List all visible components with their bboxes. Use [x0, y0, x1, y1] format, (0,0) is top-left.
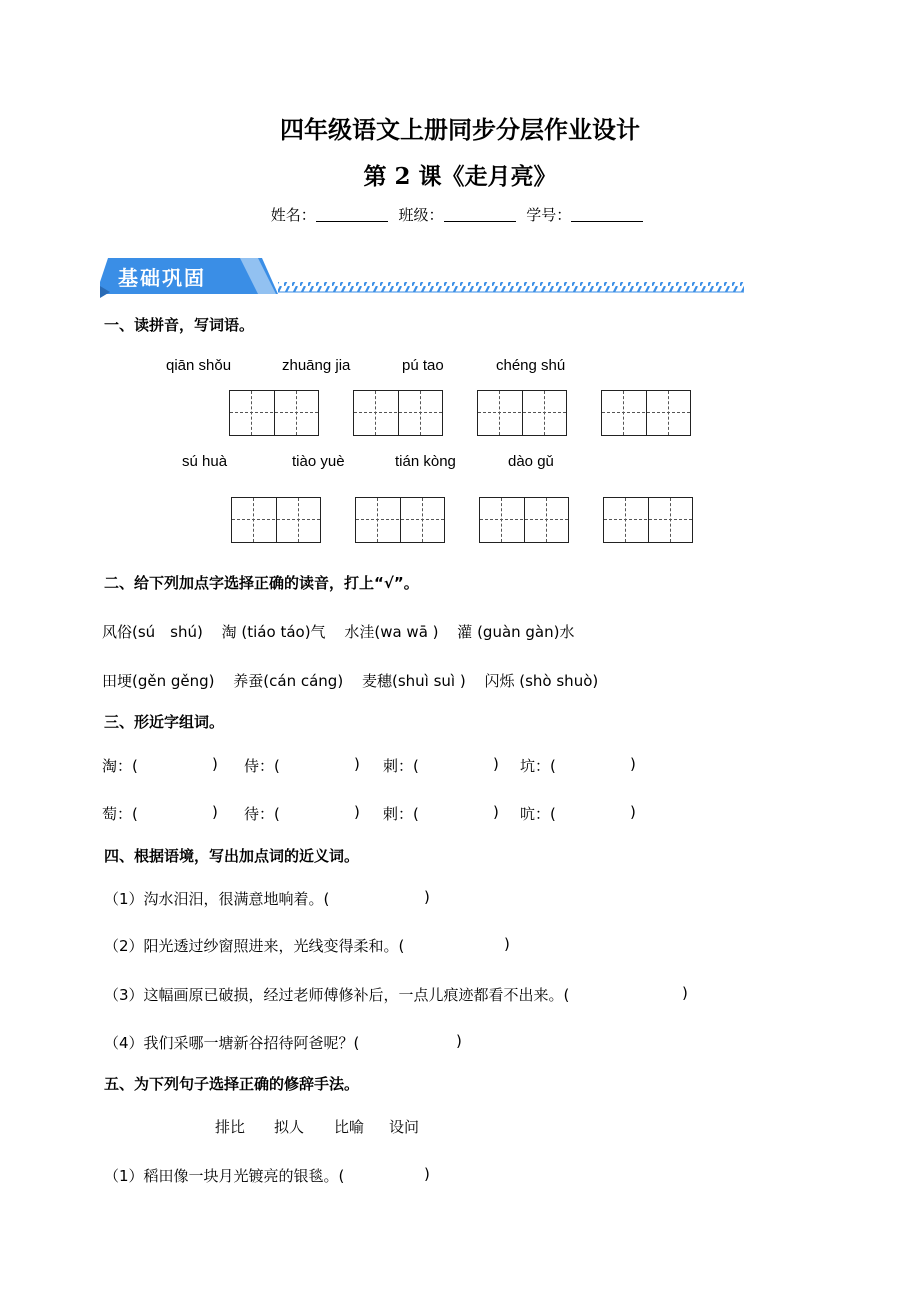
- reading-option[interactable]: 淘 (tiáo táo)气: [221, 623, 326, 641]
- pinyin-7: tián kòng: [395, 453, 456, 470]
- q3-close-paren: ): [212, 803, 218, 821]
- number-blank[interactable]: [571, 207, 643, 222]
- lesson-title: 第 2 课《走月亮》: [363, 163, 557, 190]
- q3-close-paren: ): [493, 755, 499, 773]
- rhetoric-option: 设问: [389, 1118, 420, 1136]
- reading-option[interactable]: 闪烁 (shò shuò): [484, 672, 599, 690]
- pinyin-4: chéng shú: [496, 357, 566, 374]
- class-blank[interactable]: [444, 207, 516, 222]
- q3-close-paren: ): [354, 803, 360, 821]
- q4-close-paren: ): [456, 1032, 462, 1050]
- q1-heading: 一、读拼音，写词语。: [104, 316, 255, 334]
- q3-word-label: 吭：(: [520, 805, 556, 823]
- banner-label: 基础巩固: [118, 266, 206, 290]
- q3-word-label: 坑：(: [520, 757, 556, 775]
- q3-word-label: 剌：(: [383, 805, 419, 823]
- q4-heading: 四、根据语境，写出加点词的近义词。: [104, 847, 360, 865]
- q3-word-label: 待：(: [244, 805, 280, 823]
- page-title: 四年级语文上册同步分层作业设计: [280, 115, 640, 144]
- reading-option[interactable]: 风俗(sú shú): [102, 623, 203, 641]
- number-label: 学号：: [526, 206, 572, 224]
- q4-item-4: （4）我们采哪一塘新谷招待阿爸呢？(: [104, 1034, 360, 1052]
- q3-close-paren: ): [354, 755, 360, 773]
- q3-close-paren: ): [493, 803, 499, 821]
- q3-word-label: 侍：(: [244, 757, 280, 775]
- q3-word-label: 淘：(: [102, 757, 138, 775]
- pinyin-6: tiào yuè: [292, 453, 345, 470]
- name-blank[interactable]: [316, 207, 388, 222]
- writing-grid[interactable]: [479, 497, 569, 543]
- q5-item-1: （1）稻田像一块月光镀亮的银毯。(: [104, 1167, 345, 1185]
- writing-grid[interactable]: [603, 497, 693, 543]
- q3-close-paren: ): [630, 755, 636, 773]
- q4-close-paren: ): [682, 984, 688, 1002]
- q3-close-paren: ): [212, 755, 218, 773]
- pinyin-3: pú tao: [402, 357, 444, 374]
- reading-option[interactable]: 养蚕(cán cáng): [233, 672, 344, 690]
- pinyin-1: qiān shǒu: [166, 357, 232, 374]
- reading-option[interactable]: 水洼(wa wā ): [344, 623, 439, 641]
- writing-grid[interactable]: [355, 497, 445, 543]
- rhetoric-option: 排比: [215, 1118, 246, 1136]
- name-label: 姓名：: [270, 206, 316, 224]
- q2-heading: 二、给下列加点字选择正确的读音，打上“√”。: [104, 574, 419, 592]
- q4-item-1: （1）沟水汨汨，很满意地响着。(: [104, 890, 330, 908]
- q4-close-paren: ): [424, 888, 430, 906]
- q2-line-2: [102, 670, 612, 691]
- writing-grid[interactable]: [231, 497, 321, 543]
- writing-grid[interactable]: [477, 390, 567, 436]
- writing-grid[interactable]: [601, 390, 691, 436]
- pinyin-5: sú huà: [182, 453, 228, 470]
- q2-line-1: [102, 621, 589, 642]
- writing-grid[interactable]: [353, 390, 443, 436]
- q3-heading: 三、形近字组词。: [104, 713, 225, 731]
- q5-close-paren: ): [424, 1165, 430, 1183]
- q3-word-label: 萄：(: [102, 805, 138, 823]
- q4-item-3: （3）这幅画原已破损，经过老师傅修补后，一点儿痕迹都看不出来。(: [104, 986, 570, 1004]
- reading-option[interactable]: 灌 (guàn gàn)水: [457, 623, 575, 641]
- q3-word-label: 刺：(: [383, 757, 419, 775]
- pinyin-2: zhuāng jia: [282, 357, 351, 374]
- banner-stripes: [278, 282, 744, 292]
- pinyin-8: dào gǔ: [508, 453, 554, 470]
- q4-close-paren: ): [504, 935, 510, 953]
- q3-close-paren: ): [630, 803, 636, 821]
- writing-grid[interactable]: [229, 390, 319, 436]
- reading-option[interactable]: 麦穗(shuì suì ): [361, 672, 466, 690]
- q5-heading: 五、为下列句子选择正确的修辞手法。: [104, 1075, 360, 1093]
- q4-item-2: （2）阳光透过纱窗照进来，光线变得柔和。(: [104, 937, 405, 955]
- student-info: [0, 204, 920, 225]
- rhetoric-option: 比喻: [334, 1118, 365, 1136]
- reading-option[interactable]: 田埂(gěn gěng): [102, 672, 215, 690]
- rhetoric-option: 拟人: [274, 1118, 305, 1136]
- class-label: 班级：: [398, 206, 444, 224]
